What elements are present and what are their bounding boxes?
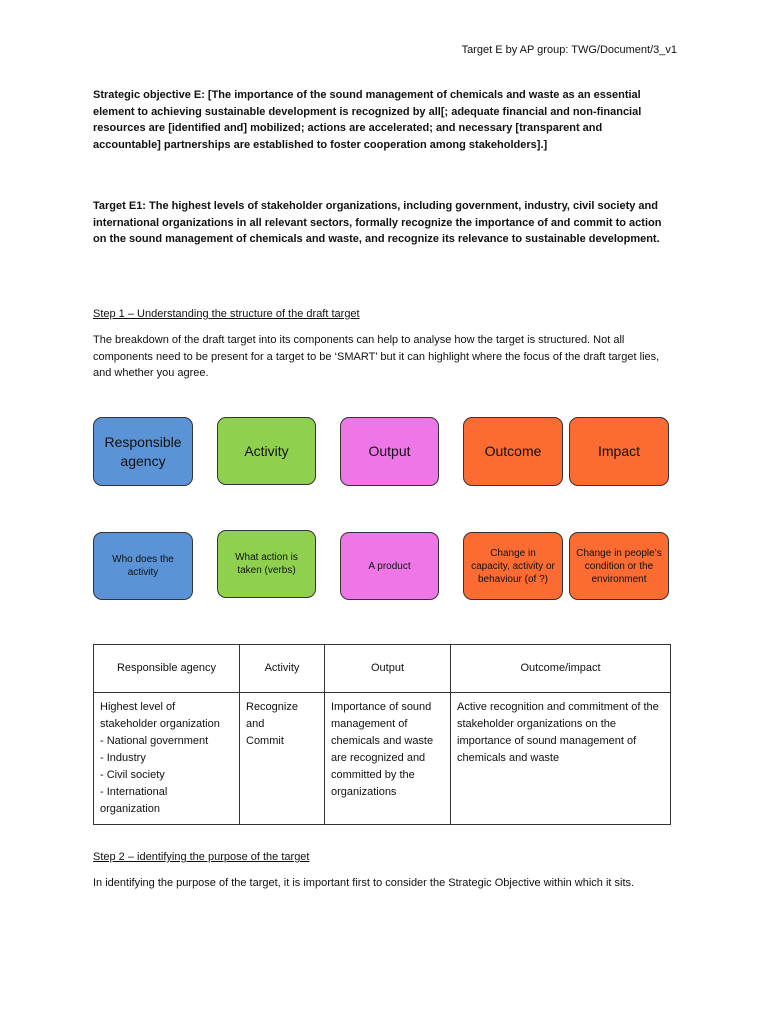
diagram-activity: Activity (217, 417, 316, 485)
activity-line: Recognize (246, 701, 298, 713)
responsible-line: stakeholder organization (100, 718, 220, 730)
step1-body: The breakdown of the draft target into its components can help to analyse how the target is structured. Not all components need to be present for a target to be ‘SMART’ but it can highlight where the focus of the draft target lies, and whether you agree. (93, 334, 660, 379)
table-header-row (94, 645, 671, 693)
document-reference: Target E by AP group: TWG/Document/3_v1 (461, 44, 677, 56)
activity-line: and (246, 718, 265, 730)
responsible-line: - International (100, 786, 168, 798)
diagram-outcome: Outcome (463, 417, 563, 486)
activity-line: Commit (246, 735, 284, 747)
breakdown-table (93, 644, 671, 825)
cell-responsible-agency (94, 693, 240, 825)
header-output: Output (325, 645, 451, 693)
diagram-outcome-desc: Change in capacity, activity or behaviour (of ?) (463, 532, 563, 600)
cell-output: Importance of sound management of chemicals and waste are recognized and committed by the organizations (325, 693, 451, 825)
responsible-line: Highest level of (100, 701, 176, 713)
diagram-output-desc: A product (340, 532, 439, 600)
responsible-line: - Industry (100, 752, 146, 764)
diagram-responsible-desc: Who does the activity (93, 532, 193, 600)
header-activity: Activity (240, 645, 325, 693)
diagram-impact: Impact (569, 417, 669, 486)
step1-heading: Step 1 – Understanding the structure of the draft target (93, 308, 360, 320)
strategic-objective: Strategic objective E: [The importance of the sound management of chemicals and waste as an essential element to achieving sustainable development is recognized by all[; adequate financial and non-financial resources are [identified and] mobilized; actions are accelerated; and necessary [transparent and accountable] partnerships are established to foster cooperation among stakeholders].] (93, 89, 642, 151)
step2-body: In identifying the purpose of the target, it is important first to consider the Strategic Objective within which it sits. (93, 877, 635, 889)
responsible-line: - Civil society (100, 769, 165, 781)
table-row (94, 693, 671, 825)
target-e1: Target E1: The highest levels of stakeholder organizations, including government, industry, civil society and international organizations in all relevant sectors, formally recognize the importance of and commit to action on the sound management of chemicals and waste, and recognize its relevance to sustainable development. (93, 200, 662, 245)
diagram-activity-desc: What action is taken (verbs) (217, 530, 316, 598)
header-responsible-agency: Responsible agency (94, 645, 240, 693)
diagram-impact-desc: Change in people’s condition or the environment (569, 532, 669, 600)
diagram-output: Output (340, 417, 439, 486)
cell-outcome-impact: Active recognition and commitment of the stakeholder organizations on the importance of sound management of chemicals and waste (451, 693, 671, 825)
header-outcome-impact: Outcome/impact (451, 645, 671, 693)
responsible-line: organization (100, 803, 160, 815)
responsible-line: - National government (100, 735, 209, 747)
cell-activity (240, 693, 325, 825)
diagram-responsible-agency: Responsible agency (93, 417, 193, 486)
step2-heading: Step 2 – identifying the purpose of the target (93, 851, 310, 863)
